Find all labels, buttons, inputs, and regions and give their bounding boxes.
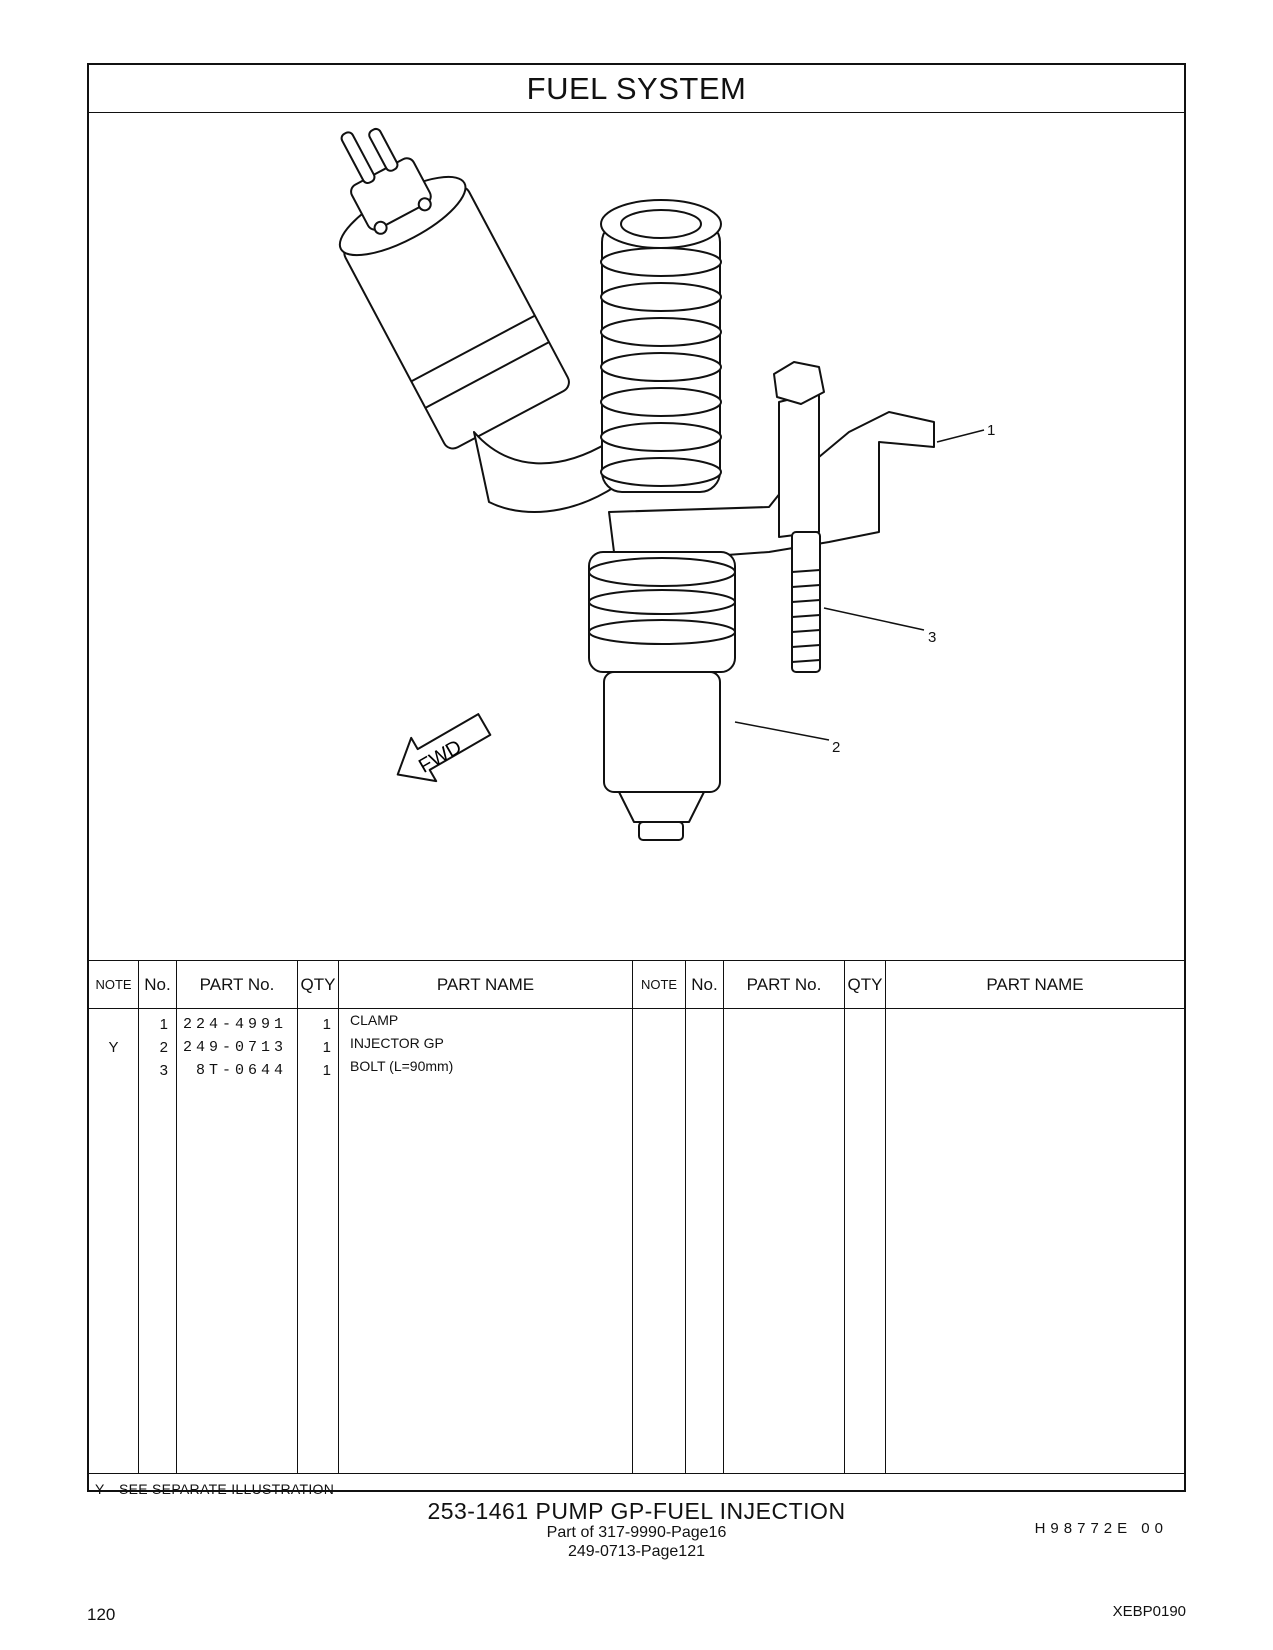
part-no-column xyxy=(177,961,298,1473)
qty-column-right xyxy=(845,961,886,1473)
no-column xyxy=(139,961,177,1473)
figure-code: H98772E 00 xyxy=(1034,1520,1168,1537)
qty-header: QTY xyxy=(298,961,338,1009)
no-header-right: No. xyxy=(686,961,723,1009)
caption-title: 253-1461 PUMP GP-FUEL INJECTION xyxy=(427,1498,846,1524)
part-name-column xyxy=(339,961,633,1473)
part-no-header: PART No. xyxy=(177,961,297,1009)
table-cell: BOLT (L=90mm) xyxy=(350,1058,454,1074)
exploded-view-drawing xyxy=(89,112,1184,960)
note-column-right xyxy=(633,961,686,1473)
table-cell: 249-0713 xyxy=(182,1039,287,1056)
table-cell xyxy=(89,1013,138,1036)
callout-1: 1 xyxy=(987,422,996,439)
table-cell: CLAMP xyxy=(350,1012,399,1028)
part-no-column-right xyxy=(724,961,845,1473)
part-name-column-right xyxy=(886,961,1184,1473)
table-cell: INJECTOR GP xyxy=(350,1035,444,1051)
table-cell: 2 xyxy=(159,1039,168,1056)
table-cell: 8T-0644 xyxy=(195,1062,287,1079)
table-cell xyxy=(89,1059,138,1082)
table-cell: 1 xyxy=(322,1016,331,1033)
part-name-header-right: PART NAME xyxy=(886,961,1184,1009)
solenoid-body xyxy=(294,112,573,452)
table-cell: 1 xyxy=(322,1062,331,1079)
bolt-part xyxy=(792,532,820,672)
fwd-label: FWD xyxy=(415,735,466,778)
callout-2: 2 xyxy=(832,739,841,756)
part-name-header: PART NAME xyxy=(339,961,632,1009)
footnote: Y—SEE SEPARATE ILLUSTRATION xyxy=(95,1481,335,1497)
note-header: NOTE xyxy=(89,961,138,1009)
caption-parent-ref: Part of 317-9990-Page16 xyxy=(546,1524,727,1541)
page-number: 120 xyxy=(87,1605,116,1624)
note-column xyxy=(89,961,139,1473)
injector-body xyxy=(589,552,735,840)
document-id: XEBP0190 xyxy=(1112,1603,1186,1620)
part-no-header-right: PART No. xyxy=(724,961,844,1009)
injector-illustration xyxy=(89,112,1184,960)
table-cell: 1 xyxy=(159,1016,168,1033)
parts-table xyxy=(89,960,1184,1474)
qty-header-right: QTY xyxy=(845,961,885,1009)
table-cell: 224-4991 xyxy=(182,1016,287,1033)
note-header-right: NOTE xyxy=(633,961,685,1009)
table-cell: Y xyxy=(108,1039,119,1056)
no-header: No. xyxy=(139,961,176,1009)
caption-page-ref: 249-0713-Page121 xyxy=(567,1543,705,1560)
table-cell: 3 xyxy=(159,1062,168,1079)
callout-3: 3 xyxy=(928,629,937,646)
table-cell: 1 xyxy=(322,1039,331,1056)
no-column-right xyxy=(686,961,724,1473)
spring-stack xyxy=(601,200,721,492)
page-title: FUEL SYSTEM xyxy=(89,65,1184,113)
qty-column xyxy=(298,961,339,1473)
